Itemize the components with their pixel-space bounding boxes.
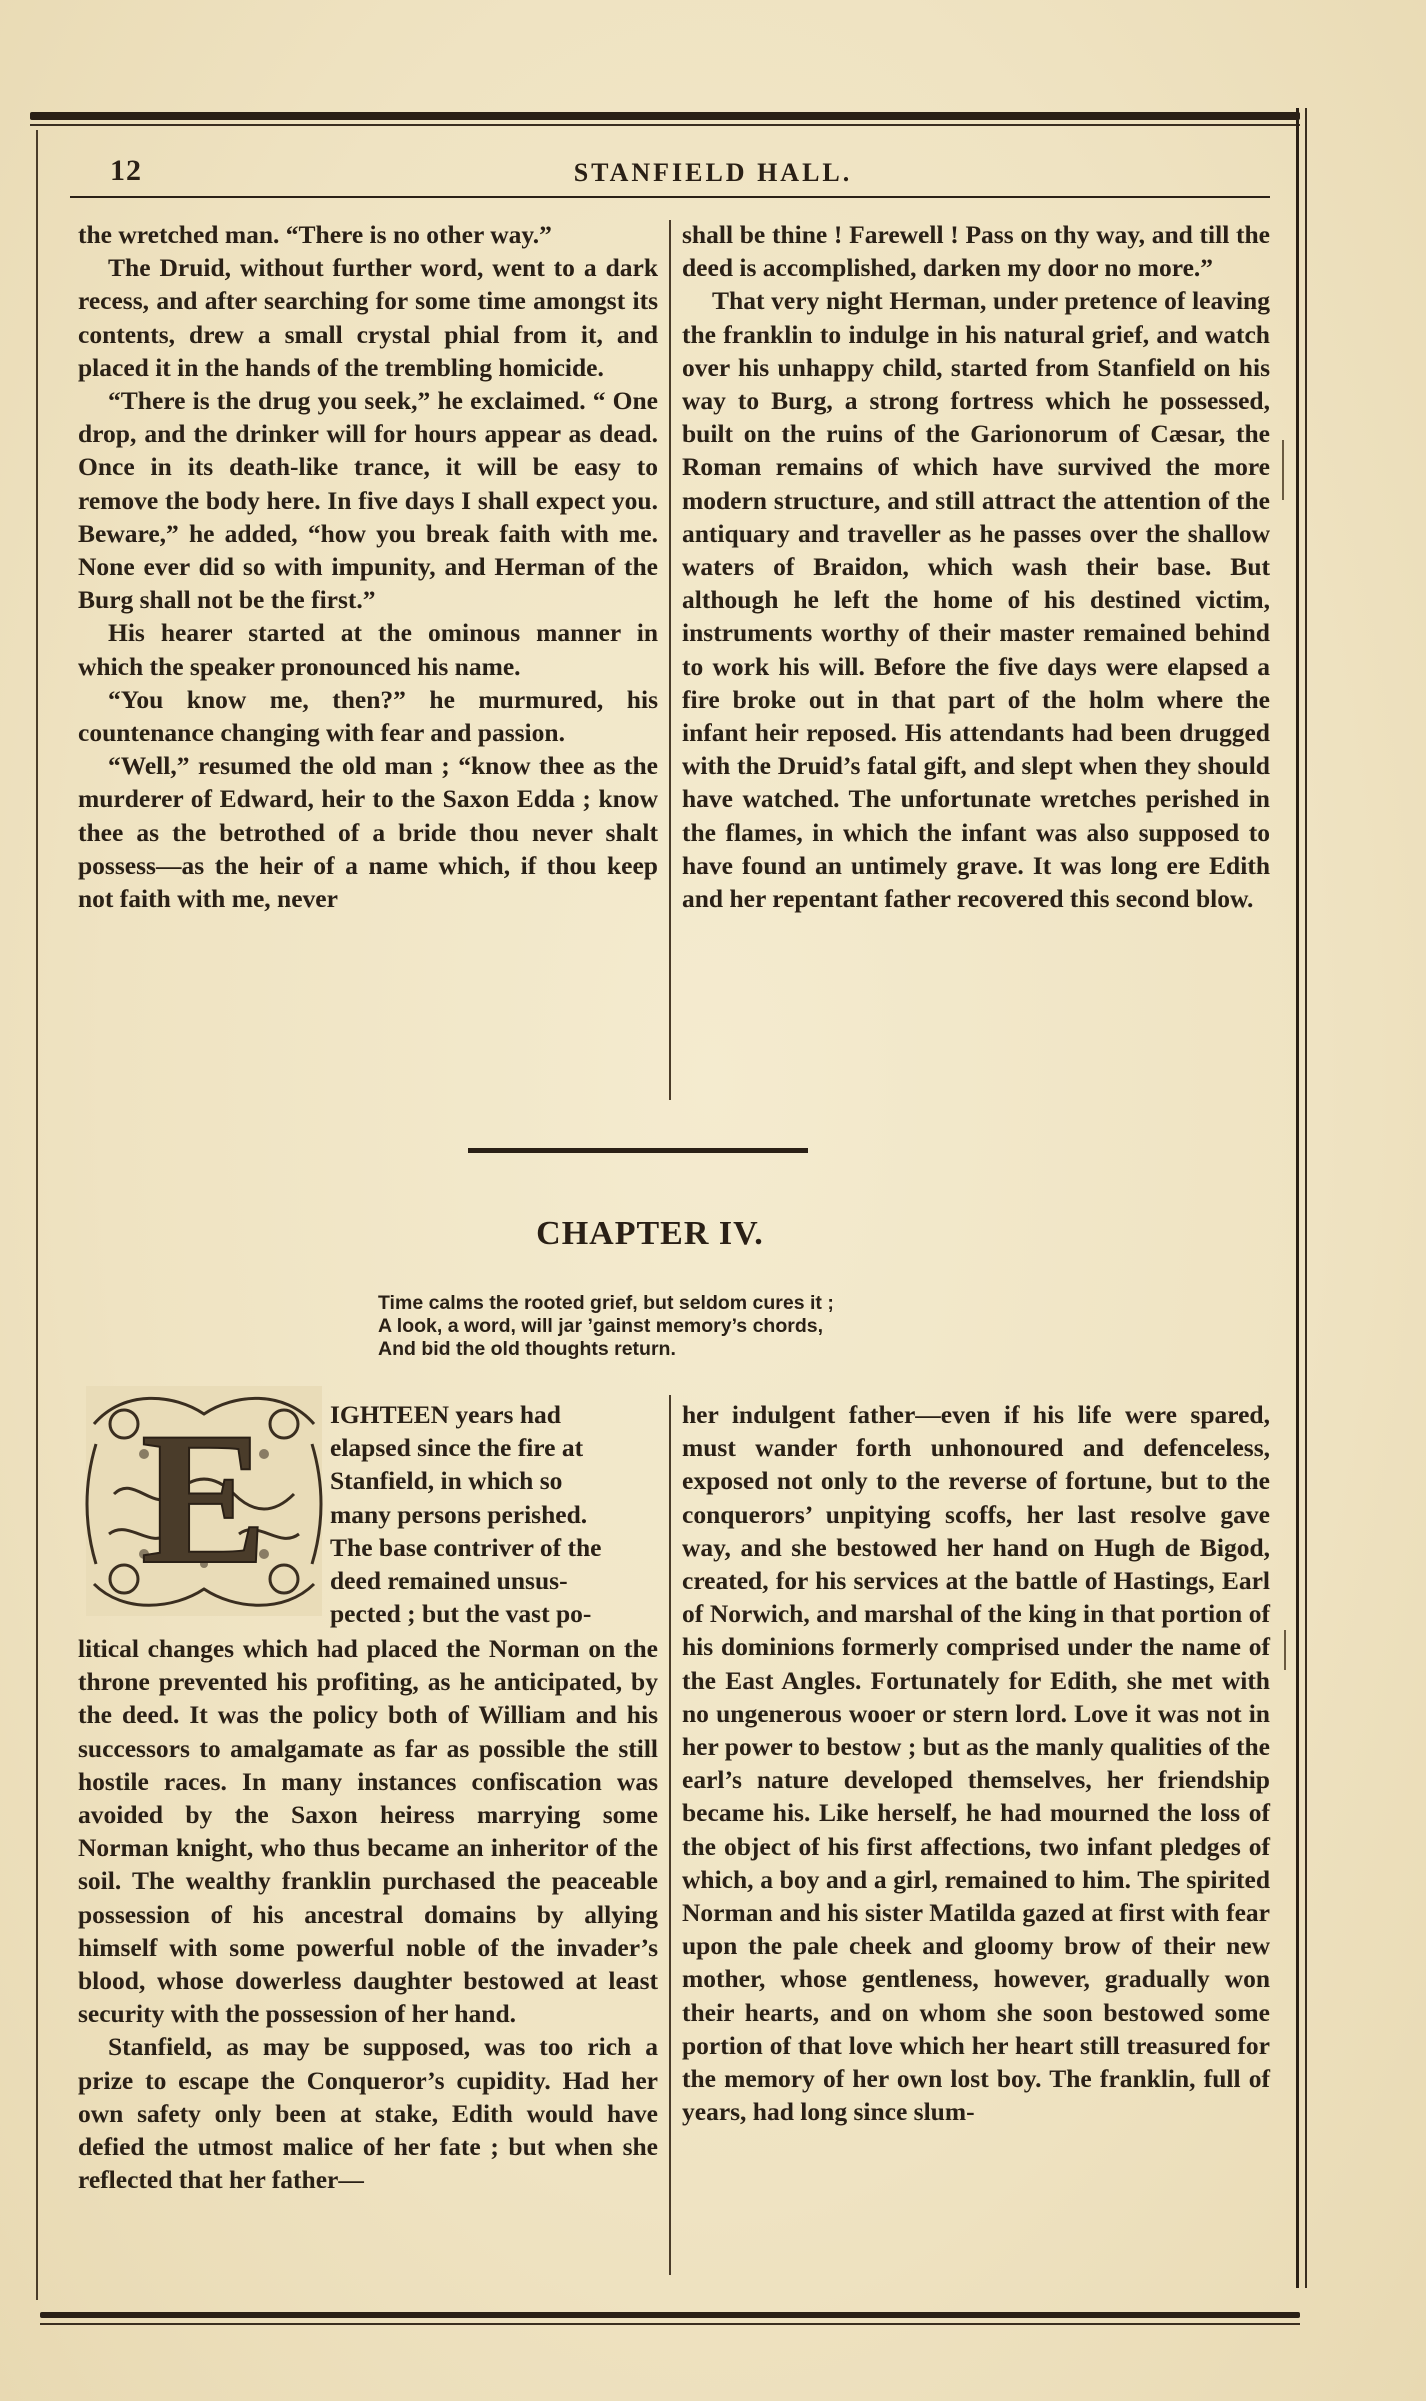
paragraph: Stanfield, as may be supposed, was too rich a prize to escape the Conqueror’s cupidity. Had her own safety only been at stake, Edith would have defied the utmost malice of her fate ; but when she reflected that her father— — [78, 2032, 658, 2195]
column-divider — [669, 220, 671, 1100]
page-number: 12 — [110, 154, 142, 187]
drop-cap-letter: E — [140, 1394, 268, 1604]
lower-left-column-dropcap-lines — [330, 1398, 660, 1630]
paragraph: “There is the drug you seek,” he exclaimed. “ One drop, and the drinker will for hours appear as dead. Once in its death-like trance, it will be easy to remove the body here. In five days I shall expect you. Beware,” he added, “how you break faith with me. None ever did so with impunity, and Herman of the Burg shall not be the first.” — [78, 386, 658, 615]
top-thin-rule — [30, 124, 1300, 126]
epigraph-line: And bid the old thoughts return. — [378, 1338, 676, 1360]
epigraph-line: Time calms the rooted grief, but seldom cures it ; — [378, 1292, 834, 1314]
text-line: pected ; but the vast po- — [330, 1599, 592, 1629]
top-double-rule — [30, 112, 1300, 120]
drop-cap-ornament-icon — [84, 1384, 324, 1618]
right-margin-rule-outer — [1305, 108, 1307, 2288]
ornamental-drop-cap — [84, 1384, 324, 1618]
paragraph: That very night Herman, under pretence of leaving the franklin to indulge in his natural grief, and watch over his unhappy child, started from Stanfield on his way to Burg, a strong fortress which he possessed, built on the ruins of the Garionorum of Cæsar, the Roman remains of which have survived the more modern structure, and still attract the attention of the antiquary and traveller as he passes over the shallow waters of Braidon, which wash their base. But although he left the home of his destined victim, instruments worthy of their master remained behind to work his will. Before the five days were elapsed a fire broke out in that part of the holm where the infant heir reposed. His attendants had been drugged with the Druid’s fatal gift, and slept when they should have watched. The unfortunate wretches perished in the flames, in which the infant was also supposed to have found an untimely grave. It was long ere Edith and her repentant father recovered this second blow. — [682, 286, 1270, 914]
upper-right-column — [682, 218, 1270, 915]
section-break-rule — [468, 1148, 808, 1153]
page-edge-mark — [1284, 1630, 1286, 1670]
paragraph: her indulgent father—even if his life were spared, must wander forth unhonoured and defenceless, exposed not only to the reverse of fortune, but to the conquerors’ unpitying scoffs, her last resolve gave way, and she bestowed her hand on Hugh de Bigod, created, for his services at the battle of Hastings, Earl of Norwich, and marshal of the king in that portion of his dominions formerly comprised under the name of the East Angles. Fortunately for Edith, she met with no ungenerous wooer or stern lord. Love it was not in her power to bestow ; but as the manly qualities of the earl’s nature developed themselves, her friendship became his. Like herself, he had mourned the loss of the object of his first affections, two infant pledges of which, a boy and a girl, remained to him. The spirited Norman and his sister Matilda gazed at first with fear upon the pale cheek and gloomy brow of their new mother, whose gentleness, however, gradually won their hearts, and on whom she soon bestowed some portion of that love which her heart still treasured for the memory of her own lost boy. The franklin, full of years, had long since slum- — [682, 1400, 1270, 2127]
text-line: many persons perished. — [330, 1499, 588, 1529]
text-line: IGHTEEN years had — [330, 1400, 561, 1429]
paragraph: His hearer started at the ominous manner in which the speaker pronounced his name. — [78, 618, 658, 681]
right-margin-rule — [1296, 108, 1299, 2288]
bottom-thin-rule — [40, 2323, 1300, 2325]
paragraph: shall be thine ! Farewell ! Pass on thy way, and till the deed is accomplished, darken my door no more.” — [682, 220, 1270, 283]
text-line: Stanfield, in which so — [330, 1466, 563, 1496]
lower-left-column — [78, 1632, 658, 2196]
column-divider — [669, 1395, 671, 2275]
paragraph: The Druid, without further word, went to a dark recess, and after searching for some time amongst its contents, drew a small crystal phial from it, and placed it in the hands of the trembling homicide. — [78, 253, 658, 382]
lower-right-column — [682, 1398, 1270, 2128]
upper-left-column — [78, 218, 658, 915]
text-line: elapsed since the fire at — [330, 1433, 584, 1463]
text-line: deed remained unsus- — [330, 1566, 568, 1596]
bottom-double-rule — [40, 2312, 1300, 2318]
paragraph: “Well,” resumed the old man ; “know thee as the murderer of Edward, heir to the Saxon Edda ; know thee as the betrothed of a bride thou never shalt possess—as the heir of a name which, if thou keep not faith with me, never — [78, 751, 658, 914]
chapter-title: CHAPTER IV. — [536, 1215, 764, 1252]
text-line: The base contriver of the — [330, 1532, 602, 1562]
epigraph-line: A look, a word, will jar ’gainst memory’s chords, — [378, 1315, 823, 1337]
page-edge-mark — [1282, 440, 1284, 500]
running-title: STANFIELD HALL. — [573, 158, 853, 187]
paragraph: litical changes which had placed the Norman on the throne prevented his profiting, as he anticipated, by the deed. It was the policy both of William and his successors to amalgamate as far as possible the still hostile races. In many instances confiscation was avoided by the Saxon heiress marrying some Norman knight, who thus became an inheritor of the soil. The wealthy franklin purchased the peaceable possession of his ancestral domains by allying himself with some powerful noble of the invader’s blood, whose dowerless daughter bestowed at least security with the possession of her hand. — [78, 1634, 658, 2029]
paragraph: “You know me, then?” he murmured, his countenance changing with fear and passion. — [78, 684, 658, 748]
header-rule — [70, 196, 1270, 198]
chapter-epigraph — [378, 1292, 1018, 1361]
paragraph: the wretched man. “There is no other way.” — [78, 220, 552, 249]
